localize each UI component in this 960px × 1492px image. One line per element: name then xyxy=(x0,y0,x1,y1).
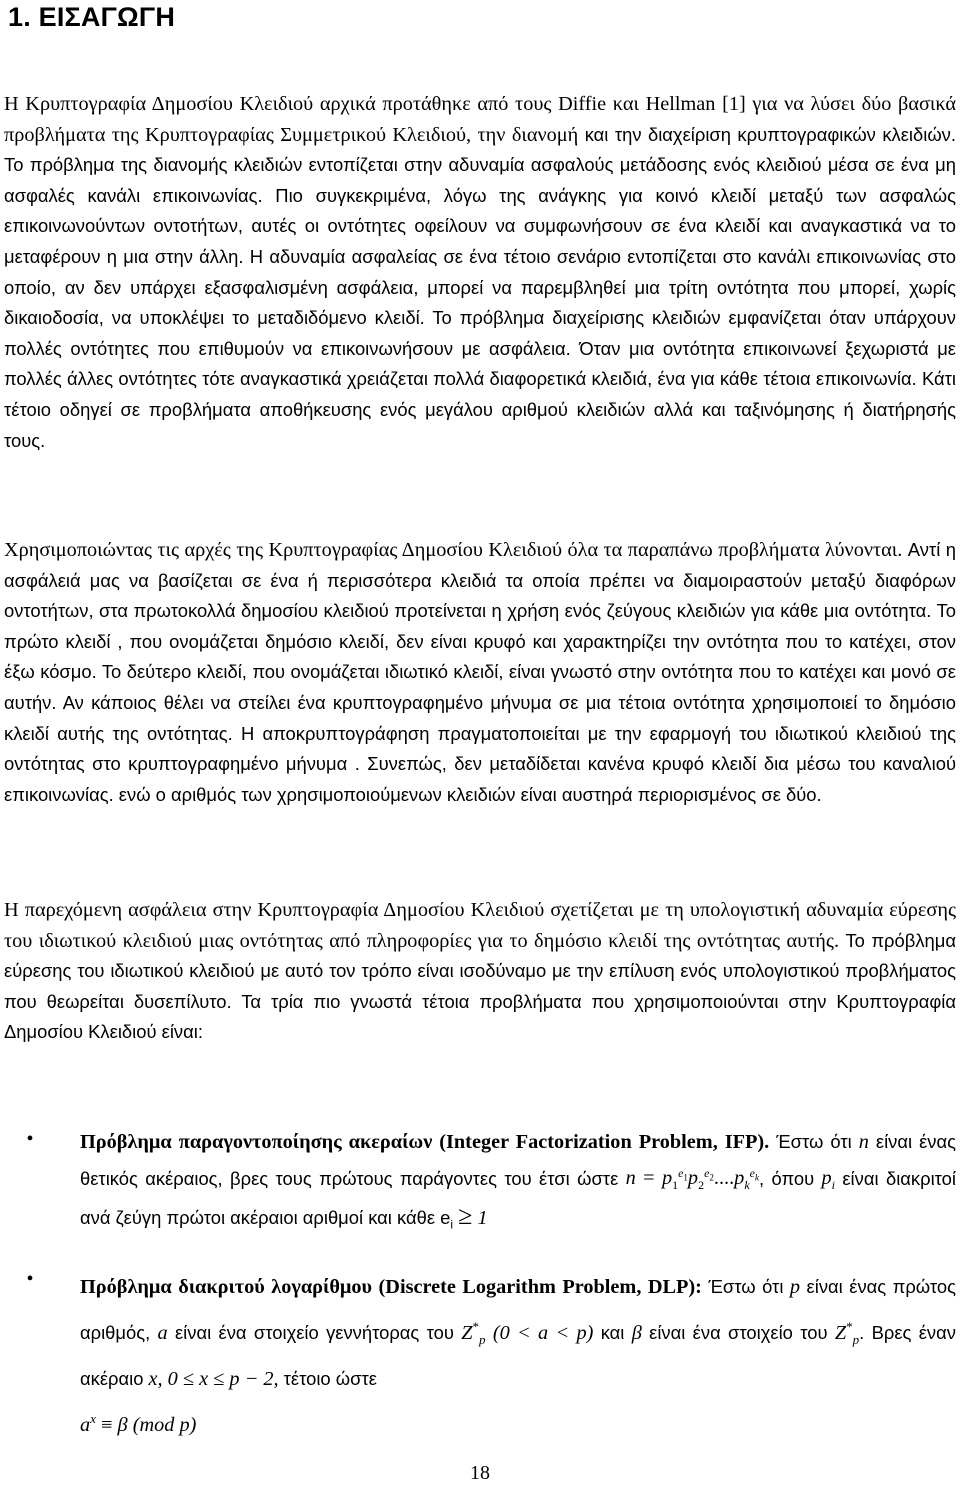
dlp-a: a xyxy=(157,1321,168,1344)
ifp-one: 1 xyxy=(477,1207,488,1229)
formula-p1-sub: 1 xyxy=(672,1178,679,1193)
formula-p2: p xyxy=(687,1167,699,1190)
dlp-text-7: τέτοιο ώστε xyxy=(283,1367,377,1389)
formula-pk-sub: k xyxy=(744,1178,750,1193)
bullet-item-dlp xyxy=(80,1267,956,1445)
ifp-pi xyxy=(821,1167,835,1193)
ifp-text-1: Έστω ότι xyxy=(776,1131,852,1152)
bullet-item-ifp xyxy=(80,1127,956,1240)
paragraph-security-part-2: Το πρόβλημα εύρεσης του ιδιωτικού κλειδιού με αυτό τον τρόπο είναι ισοδύναμο με την επίλυση ενός υπολογιστικού προβλήματος που θεωρείται δυσεπίλυτο. Τα τρία πιο γνωστά τέτοια προβλήματα που χρησιμοποιούνται στην Κρυπτογραφία Δημοσίου Κλειδιού είναι: xyxy=(4,929,956,1043)
paragraph-public-key xyxy=(4,535,956,810)
dlp-range-2: 0 ≤ x ≤ p − 2, xyxy=(167,1367,279,1390)
paragraph-intro-part-1: Η Κρυπτογραφία Δημοσίου Κλειδιού αρχικά προτάθηκε από τους Diffie και Hellman [1] για να λύσει δύο βασικά προβλήματα της Κρυπτογραφίας Συμμετρικού Κλειδιού, την διανομή xyxy=(4,93,956,146)
cong-mod: β (mod p) xyxy=(117,1413,197,1436)
dlp-p: p xyxy=(789,1276,801,1298)
formula-e1-base: e xyxy=(678,1165,684,1180)
section-heading: 1. ΕΙΣΑΓΩΓΗ xyxy=(8,2,176,32)
dlp-range: (0 < a < p) xyxy=(492,1321,594,1344)
ifp-text-2: είναι ένας θετικός ακέραιος, βρες τους πρώτους παράγοντες του έτσι ώστε xyxy=(80,1131,956,1189)
cong-a: a xyxy=(80,1413,91,1436)
paragraph-intro-part-2: και την διαχείριση κρυπτογραφικών κλειδιών. Το πρόβλημα της διανομής κλειδιών εντοπίζεται στην αδυναμία ασφαλούς μετάδοσης ενός κλειδιού μέσα σε ένα μη ασφαλές κανάλι επικοινωνίας. xyxy=(4,123,956,206)
ifp-text-3: , όπου xyxy=(758,1167,815,1189)
paragraph-security xyxy=(4,895,956,1048)
dlp-text-6: . Βρες έναν ακέραιο xyxy=(80,1321,956,1389)
ifp-text-4: είναι διακριτοί ανά ζεύγη πρώτοι ακέραιοι αριθμοί και κάθε xyxy=(80,1167,956,1228)
formula-ek-base: e xyxy=(749,1165,755,1180)
paragraph-intro-part-3: Πιο συγκεκριμένα, λόγω της ανάγκης για κοινό κλειδί μεταξύ των ασφαλώς επικοινωνούντων οντοτήτων, αυτές οι οντότητες οφείλουν να συμφωνήσουν σε ένα κλειδί και αναγκαστικά να το μεταφέρουν η μια στην άλλη. Η αδυναμία ασφαλείας σε ένα τέτοιο σενάριο εντοπίζεται στο κανάλι επικοινωνίας στο οποίο, αν δεν υπάρχει εξασφαλισμένη ασφάλεια, μπορεί να παρεμβληθεί μια τρίτη οντότητα που μπορεί, χωρίς δικαιοδοσία, να υποκλέψει το μεταδιδόμενο κλειδί. Το πρόβλημα διαχείρισης κλειδιών εμφανίζεται όταν υπάρχουν πολλές οντότητες που επιθυμούν να επικοινωνήσουν με ασφάλεια. Όταν μια οντότητα επικοινωνεί ξεχωριστά με πολλές άλλες οντότητες τότε αναγκαστικά χρειάζεται πολλά διαφορετικά κλειδιά, ένα για κάθε τέτοια επικοινωνία. Κάτι τέτοιο οδηγεί σε προβλήματα αποθήκευσης ενός μεγάλου αριθμού κλειδιών αλλά και ταξινόμησης ή διατήρησής τους. xyxy=(4,184,956,451)
ifp-ei xyxy=(440,1207,454,1232)
page-number: 18 xyxy=(470,1462,490,1484)
formula-dots: .... xyxy=(713,1167,735,1190)
paragraph-intro xyxy=(4,89,956,456)
cong-x: x xyxy=(90,1410,96,1426)
paragraph-public-key-part-2: Αντί η ασφάλειά μας να βασίζεται σε ένα ή περισσότερα κλειδιά τα οποία πρέπει να διαμοιραστούν μεταξύ διαφόρων οντοτήτων, στα πρωτοκολλά δημοσίου κλειδιού προτείνεται η χρήση ενός ζεύγους κλειδιών για κάθε μια οντότητα. Το πρώτο κλειδί , που ονομάζεται δημόσιο κλειδί, δεν είναι κρυφό και χαρακτηρίζει την οντότητα που το κατέχει, στον έξω κόσμο. Το δεύτερο κλειδί, που ονομάζεται ιδιωτικό κλειδί, είναι γνωστό στην οντότητα που το κατέχει και μονό σε αυτήν. Αν κάποιος θέλει να στείλει ένα κρυπτογραφημένο μήνυμα σε μια τέτοια οντότητα χρησιμοποιεί το δημόσιο κλειδί αυτής της οντότητας. Η αποκρυπτογράφηση πραγματοποιείται με την εφαρμογή του ιδιωτικού κλειδιού της οντότητας στο κρυπτογραφημένο μήνυμα . Συνεπώς, δεν μεταδίδεται κανένα κρυφό κλειδί δια μέσω του καναλιού επικοινωνίας. ενώ ο αριθμός των χρησιμοποιούμενων κλειδιών είναι αυστηρά περιορισμένος σε δύο. xyxy=(4,539,956,805)
dlp-zp-star-1 xyxy=(461,1319,486,1347)
zp-1-base: Z xyxy=(461,1321,473,1344)
formula-e1-sub: 1 xyxy=(683,1171,688,1182)
paragraph-public-key-part-1: Χρησιμοποιώντας τις αρχές της Κρυπτογραφίας Δημοσίου Κλειδιού όλα τα παραπάνω προβλήματα λύνονται. xyxy=(4,539,903,561)
ifp-formula xyxy=(625,1165,759,1193)
formula-ek-sub: k xyxy=(754,1171,759,1182)
dlp-zp-star-2 xyxy=(834,1319,860,1347)
ifp-pi-sub: i xyxy=(831,1178,835,1193)
ifp-ei-sub: i xyxy=(450,1217,454,1232)
dlp-text-3: είναι ένα στοιχείο γεννήτορας του xyxy=(174,1321,454,1343)
ifp-geq: ≥ xyxy=(458,1201,473,1230)
paragraph-security-part-1: Η παρεχόμενη ασφάλεια στην Κρυπτογραφία Δημοσίου Κλειδιού σχετίζεται με τη υπολογιστική αδυναμία εύρεσης του ιδιωτικού κλειδιού μιας οντότητας από πληροφορίες για το δημόσιο κλειδί της οντότητας αυτής. xyxy=(4,899,956,952)
dlp-text-4: και xyxy=(600,1321,625,1343)
zp-1-star: * xyxy=(472,1319,480,1334)
zp-2-base: Z xyxy=(834,1321,847,1344)
zp-2-sub: p xyxy=(852,1331,860,1347)
bullet-marker: • xyxy=(26,1128,34,1150)
zp-2-star: * xyxy=(846,1319,853,1334)
ifp-title: Πρόβλημα παραγοντοποίησης ακεραίων (Integer Factorization Problem, IFP). xyxy=(80,1131,770,1153)
formula-p1: p xyxy=(661,1167,673,1190)
dlp-congruence xyxy=(80,1410,197,1436)
dlp-title: Πρόβλημα διακριτού λογαρίθμου (Discrete Logarithm Problem, DLP): xyxy=(80,1276,702,1298)
dlp-text-1: Έστω ότι xyxy=(708,1276,784,1297)
formula-equals: = xyxy=(643,1167,655,1190)
formula-e2-sub: 2 xyxy=(709,1171,714,1182)
ifp-pi-base: p xyxy=(821,1167,832,1190)
formula-ek xyxy=(750,1166,759,1180)
formula-n: n xyxy=(625,1167,636,1190)
formula-p2-sub: 2 xyxy=(698,1178,705,1193)
formula-e1 xyxy=(678,1166,688,1180)
formula-pk: p xyxy=(734,1167,745,1190)
zp-1-sub: p xyxy=(479,1331,486,1347)
dlp-text-2: είναι ένας πρώτος αριθμός, xyxy=(80,1276,957,1343)
formula-e2-base: e xyxy=(704,1165,710,1180)
formula-e2 xyxy=(704,1166,714,1180)
ifp-n: n xyxy=(858,1131,869,1153)
dlp-beta: β xyxy=(631,1321,642,1344)
dlp-text-5: είναι ένα στοιχείο του xyxy=(649,1321,828,1343)
bullet-marker: • xyxy=(26,1268,34,1290)
cong-equiv: ≡ xyxy=(101,1413,113,1436)
dlp-x: x, xyxy=(148,1367,163,1390)
ifp-ei-base: e xyxy=(440,1207,451,1228)
